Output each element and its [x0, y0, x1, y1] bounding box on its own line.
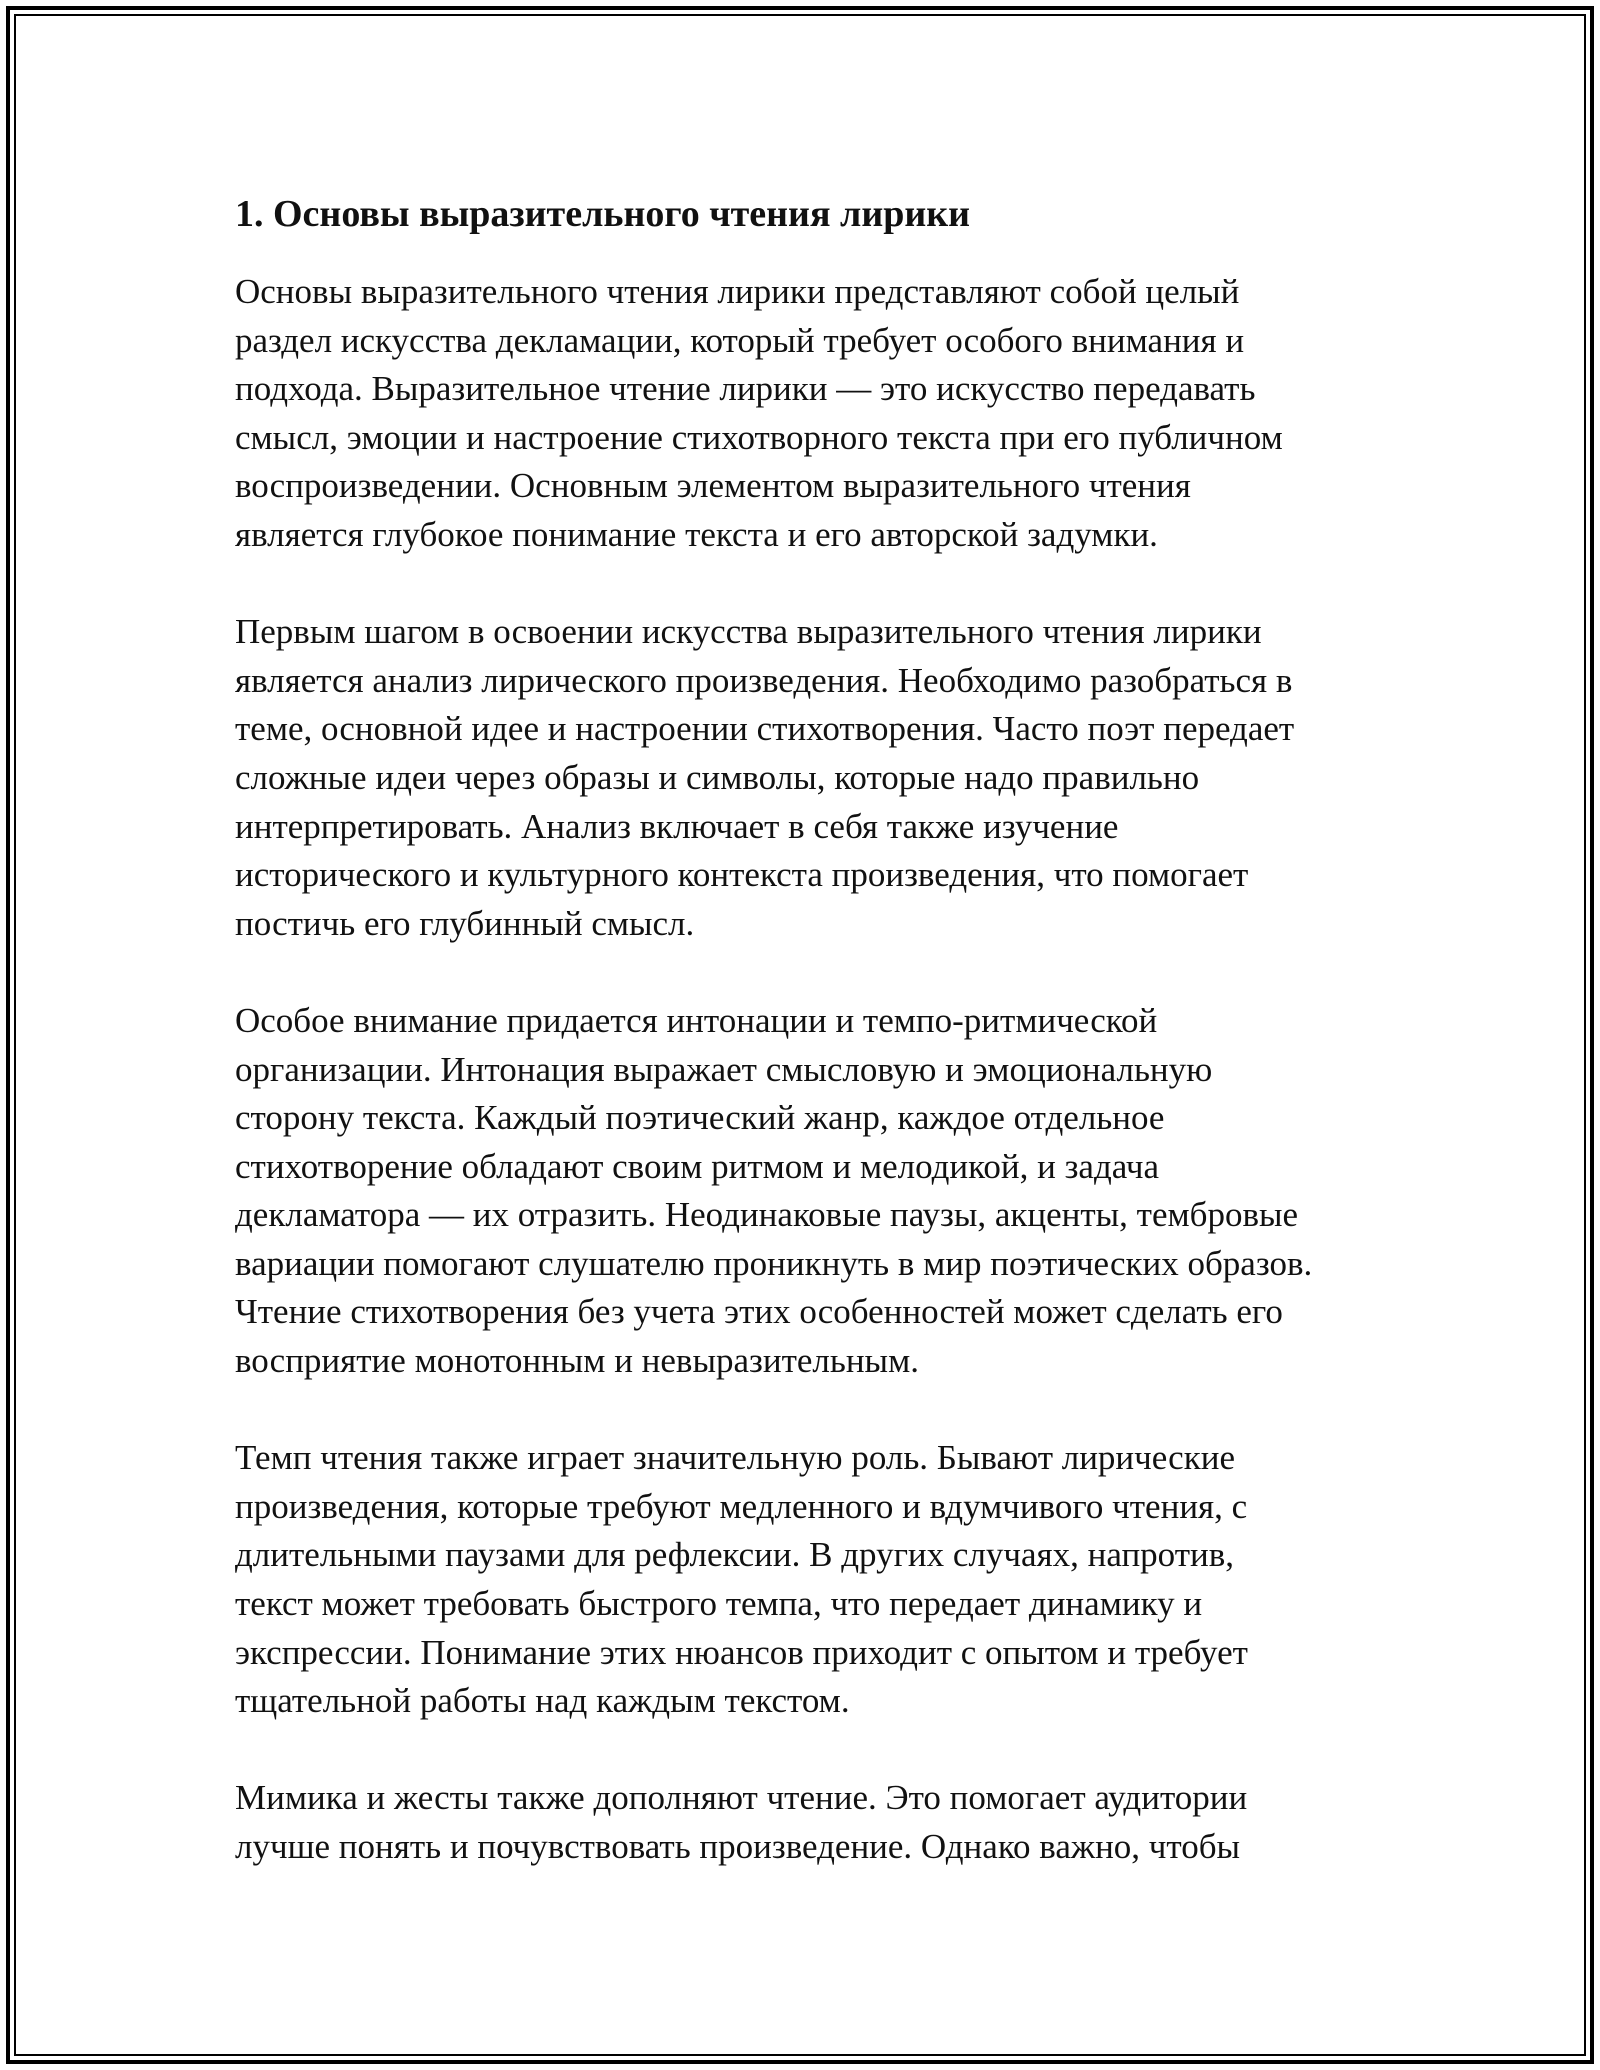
text-line: постичь его глубинный смысл.: [235, 903, 695, 943]
section-heading: 1. Основы выразительного чтения лирики: [235, 193, 971, 235]
text-line: Чтение стихотворения без учета этих особенностей может сделать его: [235, 1292, 1283, 1332]
text-line: тщательной работы над каждым текстом.: [235, 1681, 850, 1721]
text-line: восприятие монотонным и невыразительным.: [235, 1341, 919, 1381]
text-line: подхода. Выразительное чтение лирики — это искусство передавать: [235, 369, 1256, 409]
text-line: раздел искусства декламации, который требует особого внимания и: [235, 320, 1245, 360]
text-line: произведения, которые требуют медленного и вдумчивого чтения, с: [235, 1486, 1248, 1526]
text-line: Мимика и жесты также дополняют чтение. Это помогает аудитории: [235, 1778, 1248, 1818]
text-line: является глубокое понимание текста и его авторской задумки.: [235, 514, 1158, 554]
text-line: Особое внимание придается интонации и темпо-ритмической: [235, 1000, 1158, 1040]
text-line: стихотворение обладают своим ритмом и мелодикой, и задача: [235, 1146, 1160, 1186]
text-line: сложные идеи через образы и символы, которые надо правильно: [235, 757, 1200, 797]
paragraph: [235, 1774, 1535, 1871]
text-line: смысл, эмоции и настроение стихотворного текста при его публичном: [235, 417, 1283, 457]
paragraph: [235, 268, 1535, 560]
text-line: экспрессии. Понимание этих нюансов приходит с опытом и требует: [235, 1632, 1248, 1672]
text-line: текст может требовать быстрого темпа, что передает динамику и: [235, 1584, 1203, 1624]
text-line: Первым шагом в освоении искусства выразительного чтения лирики: [235, 612, 1262, 652]
text-line: лучше понять и почувствовать произведение. Однако важно, чтобы: [235, 1827, 1241, 1866]
text-line: декламатора — их отразить. Неодинаковые паузы, акценты, тембровые: [235, 1195, 1299, 1235]
paragraph: [235, 1434, 1535, 1726]
body-text: [235, 268, 1535, 1872]
text-line: является анализ лирического произведения. Необходимо разобраться в: [235, 660, 1293, 700]
text-line: интерпретировать. Анализ включает в себя также изучение: [235, 806, 1119, 846]
page-content: [235, 190, 1535, 1872]
text-line: организации. Интонация выражает смысловую и эмоциональную: [235, 1049, 1213, 1089]
text-line: сторону текста. Каждый поэтический жанр, каждое отдельное: [235, 1098, 1165, 1138]
text-line: теме, основной идее и настроении стихотворения. Часто поэт передает: [235, 709, 1295, 749]
text-line: Темп чтения также играет значительную роль. Бывают лирические: [235, 1438, 1235, 1478]
paragraph: [235, 997, 1535, 1386]
text-line: воспроизведении. Основным элементом выразительного чтения: [235, 466, 1191, 506]
text-line: Основы выразительного чтения лирики представляют собой целый: [235, 272, 1240, 311]
text-line: вариации помогают слушателю проникнуть в мир поэтических образов.: [235, 1243, 1313, 1283]
paragraph: [235, 608, 1535, 948]
text-line: исторического и культурного контекста произведения, что помогает: [235, 855, 1249, 895]
text-line: длительными паузами для рефлексии. В других случаях, напротив,: [235, 1535, 1235, 1575]
